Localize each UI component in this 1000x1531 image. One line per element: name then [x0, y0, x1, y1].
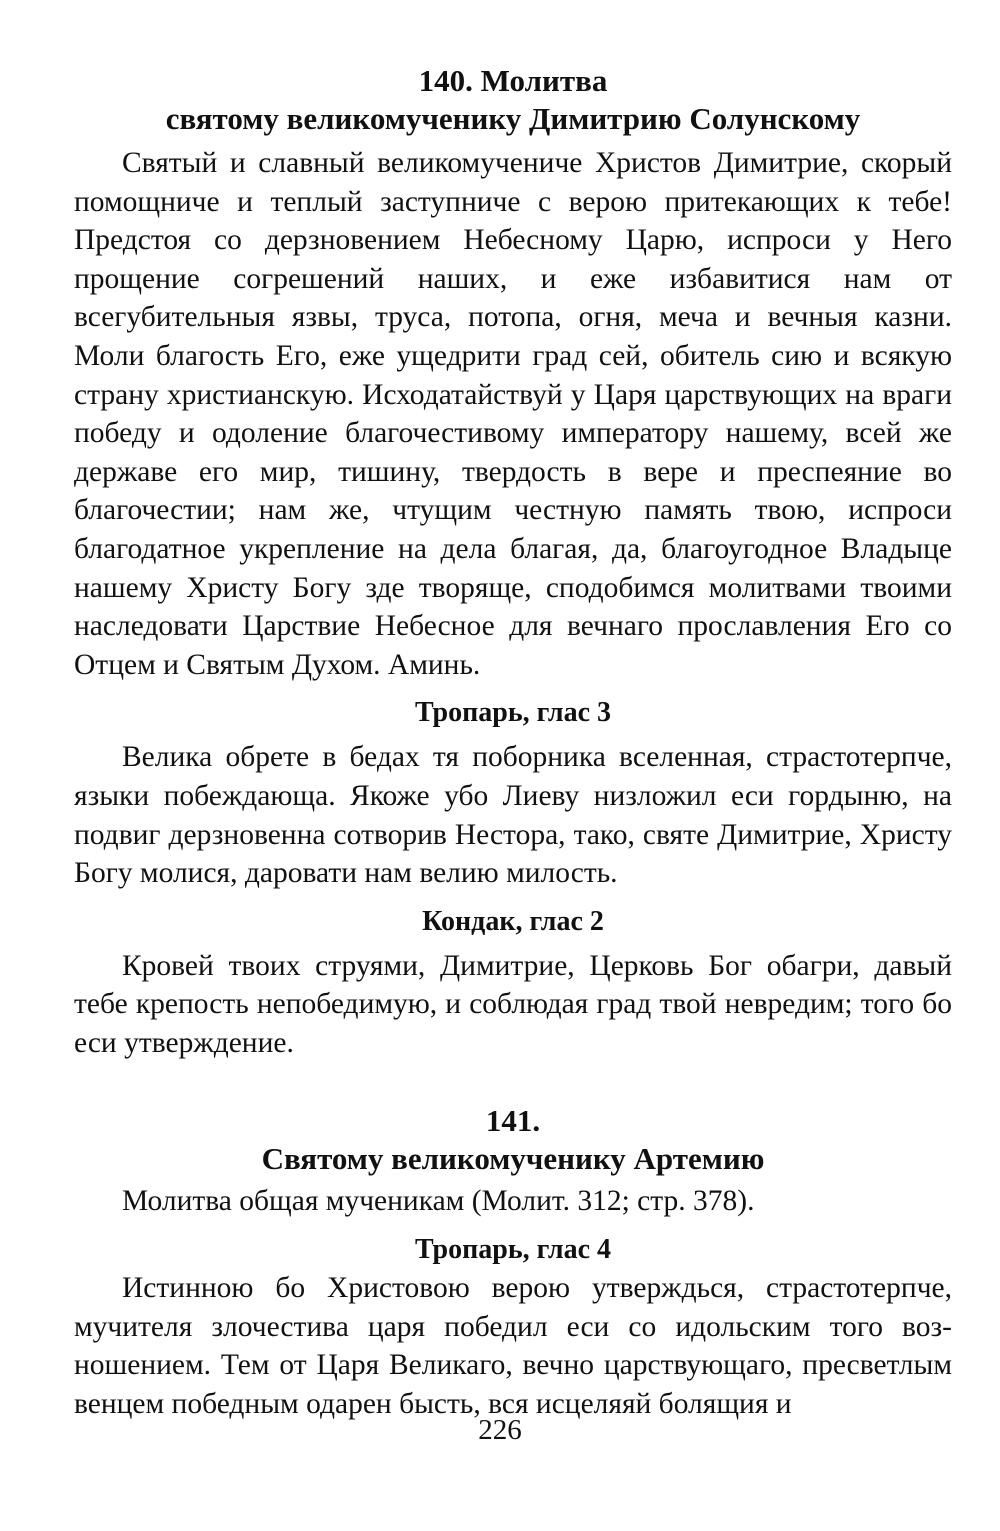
- section-141-heading-title: Святому великомученику Артемию: [261, 1141, 765, 1177]
- troparion-paragraph-141: Истинною бо Христовою верою утверждься, страстотерпче, мучителя злочестива царя победил еси со идольским того возношением. Тем от Царя Великаго, вечно царствующаго, пресветлым венцем победным одарен бысть, вся исцеляяй болящия и: [74, 1272, 952, 1420]
- kontakion-paragraph: Кровей твоих струями, Димитрие, Церковь Бог обагри, давый тебе крепость непобедимую, и соблюдая град твой невредим; того бо еси утверждение.: [74, 949, 952, 1059]
- troparion-heading: Тропарь, глас 3: [414, 697, 612, 729]
- section-140-heading-number: 140. Молитва: [418, 63, 608, 98]
- page-number: 226: [478, 1414, 522, 1446]
- section-141: [74, 1102, 952, 1423]
- troparion-heading-141: Тропарь, глас 4: [414, 1234, 612, 1266]
- book-page: [74, 62, 952, 1423]
- section-140-heading: [74, 62, 952, 138]
- section-140-heading-title: святому великомученику Димитрию Солунскому: [165, 101, 861, 136]
- section-141-heading-number: 141.: [485, 1103, 541, 1139]
- kontakion-heading: Кондак, глас 2: [422, 905, 604, 937]
- section-140: [74, 62, 952, 1062]
- prayer-paragraph: Святый и славный великомучениче Христов Димитрие, скорый помощниче и теплый заступниче с верою притекающих к тебе! Предстоя со дерзновением Небесному Царю, испроси у Него прощение согрешений наших, и еже избавитися нам от всегубительныя язвы, труса, потопа, огня, меча и вечныя казни. Моли благость Его, еже ущедрити град сей, обитель сию и всякую страну христианскую. Исходатайствуй у Царя царствующих на враги победу и одоление благочестивому императору нашему, всей же державе его мир, тишину, твердость в вере и преспеяние во благочестии; нам же, чтущим честную память твою, испроси благодатное укрепление на дела благая, да, благоугодное Владыце нашему Христу Богу зде творяще, сподобимся молитвами твоими наследовати Царствие Небесное для вечнаго прославления Его со Отцем и Святым Духом. Аминь.: [74, 147, 952, 681]
- reference-paragraph: Молитва общая мученикам (Молит. 312; стр. 378).: [122, 1185, 755, 1218]
- section-141-heading: [74, 1102, 952, 1178]
- troparion-paragraph: Велика обрете в бедах тя поборника вселенная, страстотерпче, языки побеждающа. Якоже убо Лиеву низложил еси гордыню, на подвиг дерзновенна сотворив Нестора, тако, святе Димитрие, Христу Богу молися, даровати нам велию милость.: [74, 741, 952, 890]
